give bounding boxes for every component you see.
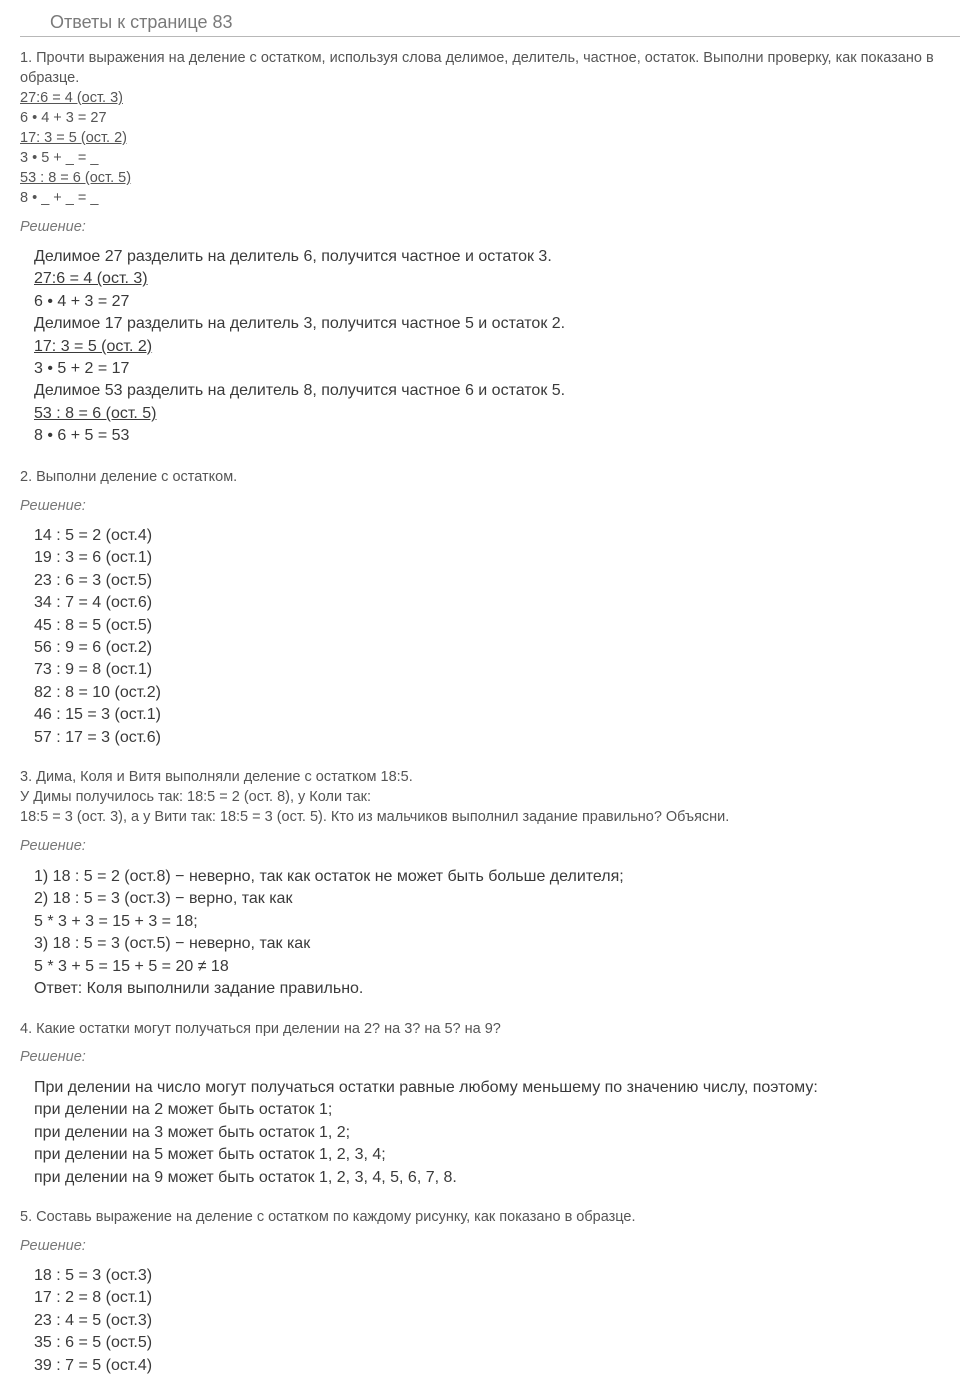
answer-line: 45 : 8 = 5 (ост.5) [34, 616, 153, 634]
solution-label: Решение: [20, 1238, 86, 1254]
answer-line: 3) 18 : 5 = 3 (ост.5) − неверно, так как [34, 935, 311, 953]
answer-line: 27:6 = 4 (ост. 3) [34, 270, 148, 288]
answer-line: при делении на 5 может быть остаток 1, 2, 3, 4; [34, 1146, 386, 1164]
answer-line: 5 * 3 + 3 = 15 + 3 = 18; [34, 912, 198, 930]
example-line: 27:6 = 4 (ост. 3) [20, 90, 123, 106]
answer-line: 3 • 5 + 2 = 17 [34, 360, 130, 378]
question-text: 18:5 = 3 (ост. 3), а у Вити так: 18:5 = 3 (ост. 5). Кто из мальчиков выполнил задание правильно? Объясни. [20, 809, 730, 825]
question-text: 4. Какие остатки могут получаться при делении на 2? на 3? на 5? на 9? [20, 1021, 501, 1037]
example-line: 3 • 5 + _ = _ [20, 150, 99, 166]
answer-line: 56 : 9 = 6 (ост.2) [34, 639, 153, 657]
answer-line: 17: 3 = 5 (ост. 2) [34, 337, 153, 355]
question-4 [20, 1019, 950, 1039]
answer-block-5 [34, 1265, 152, 1377]
answer-block-2 [34, 525, 161, 749]
question-3 [20, 767, 950, 827]
answer-line: 14 : 5 = 2 (ост.4) [34, 527, 153, 544]
answer-line: Делимое 27 разделить на делитель 6, получится частное и остаток 3. [34, 248, 552, 265]
answer-line: 6 • 4 + 3 = 27 [34, 292, 130, 310]
question-text: 2. Выполни деление с остатком. [20, 469, 238, 485]
answer-block-1 [34, 246, 565, 448]
answer-line: 19 : 3 = 6 (ост.1) [34, 549, 153, 567]
answer-line: 2) 18 : 5 = 3 (ост.3) − верно, так как [34, 890, 293, 908]
answer-line: 82 : 8 = 10 (ост.2) [34, 683, 161, 701]
answer-line: 8 • 6 + 5 = 53 [34, 427, 130, 445]
answer-line: при делении на 9 может быть остаток 1, 2, 3, 4, 5, 6, 7, 8. [34, 1168, 457, 1186]
answer-block-3 [34, 866, 624, 1000]
answer-line: 57 : 17 = 3 (ост.6) [34, 728, 161, 746]
answer-line: 23 : 4 = 5 (ост.3) [34, 1311, 153, 1329]
answer-line: 35 : 6 = 5 (ост.5) [34, 1334, 153, 1352]
answer-line: при делении на 2 может быть остаток 1; [34, 1101, 333, 1119]
solution-label: Решение: [20, 498, 86, 514]
answer-line: 18 : 5 = 3 (ост.3) [34, 1267, 153, 1284]
solution-label: Решение: [20, 1049, 86, 1065]
example-line: 53 : 8 = 6 (ост. 5) [20, 170, 132, 186]
example-line: 17: 3 = 5 (ост. 2) [20, 130, 127, 146]
answer-line: 5 * 3 + 5 = 15 + 5 = 20 ≠ 18 [34, 957, 229, 975]
answer-line: 73 : 9 = 8 (ост.1) [34, 661, 153, 679]
answer-line: 17 : 2 = 8 (ост.1) [34, 1289, 153, 1307]
question-1 [20, 48, 950, 208]
answer-line: 39 : 7 = 5 (ост.4) [34, 1356, 153, 1374]
solution-label: Решение: [20, 838, 86, 854]
question-text: 3. Дима, Коля и Витя выполняли деление с остатком 18:5. [20, 769, 413, 785]
answer-line: 46 : 15 = 3 (ост.1) [34, 706, 161, 724]
example-line: 8 • _ + _ = _ [20, 190, 99, 206]
question-text: У Димы получилось так: 18:5 = 2 (ост. 8), у Коли так: [20, 789, 372, 805]
page-title: Ответы к странице 83 [50, 12, 233, 32]
question-text: 5. Составь выражение на деление с остатком по каждому рисунку, как показано в образце. [20, 1209, 636, 1225]
answer-line: 23 : 6 = 3 (ост.5) [34, 571, 153, 589]
answer-block-4 [34, 1077, 818, 1189]
question-5 [20, 1207, 950, 1227]
question-text: 1. Прочти выражения на деление с остатком, используя слова делимое, делитель, частное, остаток. Выполни проверку, как показано в образце. [20, 50, 934, 86]
question-2 [20, 467, 950, 487]
answer-line: 53 : 8 = 6 (ост. 5) [34, 404, 157, 422]
page-header [20, 0, 960, 37]
answer-line: Делимое 17 разделить на делитель 3, получится частное 5 и остаток 2. [34, 315, 566, 333]
solution-label: Решение: [20, 219, 86, 235]
answer-line: Делимое 53 разделить на делитель 8, получится частное 6 и остаток 5. [34, 382, 566, 400]
answer-line: При делении на число могут получаться остатки равные любому меньшему по значению числу, поэтому: [34, 1079, 818, 1096]
answer-line: 1) 18 : 5 = 2 (ост.8) − неверно, так как остаток не может быть больше делителя; [34, 868, 624, 885]
answer-line: 34 : 7 = 4 (ост.6) [34, 594, 153, 612]
example-line: 6 • 4 + 3 = 27 [20, 110, 107, 126]
answer-line: при делении на 3 может быть остаток 1, 2; [34, 1123, 351, 1141]
answer-line: Ответ: Коля выполнили задание правильно. [34, 980, 364, 998]
